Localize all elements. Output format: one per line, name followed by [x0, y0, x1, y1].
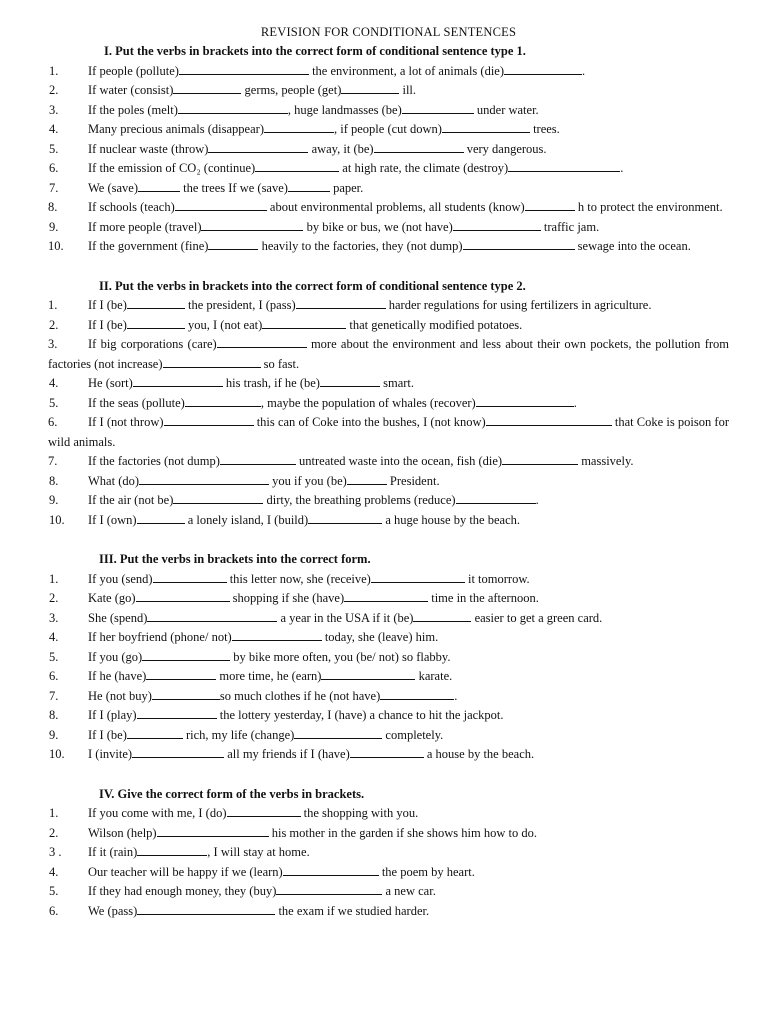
item-number: 6. [49, 669, 59, 683]
item-text: time in the afternoon. [428, 591, 539, 605]
section-heading: IV. Give the correct form of the verbs in brackets. [99, 786, 365, 801]
item-number: 6. [48, 415, 58, 429]
answer-blank[interactable] [220, 453, 296, 465]
answer-blank[interactable] [232, 629, 322, 641]
item-text: rich, my life (change) [182, 727, 295, 742]
answer-blank[interactable] [288, 180, 330, 192]
item-text: , huge landmasses (be) [287, 102, 402, 117]
exercise-item [49, 140, 729, 160]
item-text: If the factories (not dump) [88, 454, 220, 468]
item-text: traffic jam. [540, 219, 600, 234]
exercise-item [49, 589, 729, 609]
item-number: 8. [49, 473, 59, 488]
item-text: you if you (be) [269, 473, 347, 488]
item-number: 10. [49, 747, 65, 761]
item-text: She (spend) [88, 610, 148, 625]
item-text: What (do) [88, 473, 140, 488]
item-text: If I (own) [88, 512, 137, 527]
answer-blank[interactable] [138, 180, 180, 192]
item-text: We (save) [88, 180, 139, 195]
item-text: his mother in the garden if she shows him how to do. [268, 825, 537, 840]
answer-blank[interactable] [137, 707, 217, 719]
item-number: 10. [49, 512, 65, 527]
exercise-item [48, 335, 729, 374]
section-gap [88, 257, 729, 277]
answer-blank[interactable] [294, 727, 382, 739]
answer-blank[interactable] [185, 395, 261, 407]
exercise-item [49, 218, 729, 238]
answer-blank[interactable] [508, 160, 620, 172]
item-text: untreated waste into the ocean, fish (die) [295, 454, 503, 468]
answer-blank[interactable] [262, 317, 346, 329]
item-text: If people (pollute) [88, 63, 179, 78]
item-text: If the emission of CO₂ (continue) [88, 161, 256, 175]
item-number: 7. [49, 688, 59, 703]
item-text: dirty, the breathing problems (reduce) [263, 493, 456, 507]
item-text: that Coke is poison for wild animals. [48, 415, 729, 449]
item-text: the president, I (pass) [184, 298, 296, 312]
answer-blank[interactable] [175, 199, 267, 211]
exercise-item [49, 863, 729, 883]
exercise-item [49, 843, 729, 863]
answer-blank[interactable] [157, 825, 269, 837]
item-text: germs, people (get) [241, 83, 342, 97]
item-text: He (not buy) [88, 688, 152, 703]
exercise-item [48, 237, 729, 257]
item-text: , if people (cut down) [333, 122, 442, 136]
answer-blank[interactable] [283, 864, 379, 876]
item-number: 1. [49, 63, 59, 78]
answer-blank[interactable] [201, 219, 303, 231]
answer-blank[interactable] [137, 512, 185, 524]
exercise-item [49, 882, 729, 902]
item-text: If you (send) [88, 571, 153, 586]
answer-blank[interactable] [321, 668, 415, 680]
item-text: If the poles (melt) [88, 102, 178, 117]
item-text: by bike or bus, we (not have) [303, 219, 453, 234]
item-text: If her boyfriend (phone/ not) [88, 630, 232, 644]
item-text: the shopping with you. [300, 806, 419, 820]
exercise-item [49, 706, 729, 726]
answer-blank[interactable] [137, 903, 275, 915]
section-heading: III. Put the verbs in brackets into the correct form. [99, 552, 371, 566]
item-text: today, she (leave) him. [321, 630, 439, 644]
answer-blank[interactable] [208, 141, 308, 153]
answer-blank[interactable] [402, 102, 474, 114]
answer-blank[interactable] [127, 727, 183, 739]
answer-blank[interactable] [344, 590, 428, 602]
item-number: 3. [49, 610, 59, 625]
exercise-item [49, 374, 729, 394]
item-text: so much clothes if he (not have) [219, 688, 381, 703]
answer-blank[interactable] [173, 82, 241, 94]
answer-blank[interactable] [380, 688, 454, 700]
answer-blank[interactable] [486, 414, 612, 426]
answer-blank[interactable] [133, 375, 223, 387]
answer-blank[interactable] [413, 610, 471, 622]
item-text: If they had enough money, they (buy) [88, 884, 277, 898]
item-number: 6. [49, 161, 59, 175]
item-text: If you (go) [88, 649, 143, 664]
exercise-item [48, 198, 729, 218]
item-number: 2. [49, 317, 59, 332]
item-text: . [573, 395, 577, 410]
answer-blank[interactable] [127, 317, 185, 329]
exercise-item [49, 491, 729, 511]
item-text: If schools (teach) [88, 200, 175, 214]
item-text: more time, he (earn) [216, 669, 322, 683]
exercise-item [49, 902, 729, 922]
item-text: . [582, 63, 586, 78]
exercise-item [49, 159, 729, 179]
item-text: . [535, 493, 539, 507]
answer-blank[interactable] [341, 82, 399, 94]
exercise-item [49, 726, 729, 746]
item-number: 4. [49, 122, 59, 136]
item-number: 9. [49, 727, 59, 742]
item-number: 5. [49, 649, 59, 664]
item-text: If I (not throw) [88, 415, 164, 429]
item-number: 1. [49, 806, 59, 820]
item-number: 7. [49, 180, 59, 195]
exercise-item [48, 413, 729, 452]
item-text: If water (consist) [88, 83, 174, 97]
item-text: the environment, a lot of animals (die) [308, 63, 505, 78]
answer-blank[interactable] [504, 63, 582, 75]
answer-blank[interactable] [308, 512, 382, 524]
item-text: so fast. [260, 356, 300, 371]
item-text: it tomorrow. [464, 571, 530, 586]
answer-blank[interactable] [347, 473, 387, 485]
item-text: the poem by heart. [378, 864, 475, 879]
exercise-item [49, 667, 729, 687]
exercise-item [49, 394, 729, 414]
item-number: 1. [48, 298, 58, 312]
answer-blank[interactable] [178, 102, 288, 114]
item-text: a huge house by the beach. [382, 512, 520, 527]
item-text: If you come with me, I (do) [88, 806, 227, 820]
exercise-item [49, 687, 729, 707]
item-text: If he (have) [88, 669, 147, 683]
item-text: massively. [578, 454, 634, 468]
answer-blank[interactable] [371, 571, 465, 583]
item-text: completely. [382, 727, 444, 742]
item-text: If the seas (pollute) [88, 395, 185, 410]
item-text: that genetically modified potatoes. [346, 317, 523, 332]
item-number: 3. [49, 102, 59, 117]
item-text: If more people (travel) [88, 219, 202, 234]
answer-blank[interactable] [463, 238, 575, 250]
item-number: 8. [48, 200, 58, 214]
item-text: Our teacher will be happy if we (learn) [88, 864, 283, 879]
item-text: his trash, if he (be) [222, 376, 320, 390]
answer-blank[interactable] [276, 883, 382, 895]
section-heading: II. Put the verbs in brackets into the correct form of conditional sentence type 2. [99, 278, 526, 293]
answer-blank[interactable] [502, 453, 578, 465]
item-text: He (sort) [88, 376, 133, 390]
exercise-item [49, 316, 729, 336]
item-number: 6. [49, 903, 59, 918]
answer-blank[interactable] [217, 336, 307, 348]
worksheet-title: REVISION FOR CONDITIONAL SENTENCES [260, 25, 517, 39]
answer-blank[interactable] [147, 610, 277, 622]
item-text: If the government (fine) [88, 239, 209, 253]
item-text: If I (be) [88, 317, 127, 332]
item-text: about environmental problems, all students (know) [266, 200, 525, 214]
item-text: If big corporations (care) [88, 337, 217, 351]
item-text: more about the environment and less about their own pockets, the pollution from factories (not increase) [48, 337, 729, 371]
answer-blank[interactable] [132, 746, 224, 758]
item-number: 5. [49, 141, 59, 156]
item-text: If it (rain) [88, 845, 138, 859]
item-number: 9. [49, 219, 59, 234]
exercise-item [49, 511, 729, 531]
item-text: the lottery yesterday, I (have) a chance to hit the jackpot. [216, 708, 504, 722]
item-number: 3 . [49, 845, 62, 859]
exercise-item [49, 81, 729, 101]
answer-blank[interactable] [525, 199, 575, 211]
exercise-item [49, 179, 729, 199]
item-number: 4. [49, 864, 59, 879]
item-text: sewage into the ocean. [574, 239, 691, 253]
item-text: harder regulations for using fertilizers in agriculture. [385, 298, 652, 312]
item-number: 4. [49, 630, 59, 644]
exercise-item [49, 745, 729, 765]
item-text: President. [386, 473, 440, 488]
exercise-item [49, 472, 729, 492]
item-text: paper. [329, 180, 364, 195]
item-text: this can of Coke into the bushes, I (not know) [253, 415, 486, 429]
answer-blank[interactable] [137, 844, 207, 856]
item-text: . [620, 161, 624, 175]
answer-blank[interactable] [152, 688, 220, 700]
section-gap [88, 765, 729, 785]
item-text: a house by the beach. [423, 747, 535, 761]
answer-blank[interactable] [136, 590, 230, 602]
exercise-item [48, 296, 729, 316]
item-text: We (pass) [88, 903, 138, 918]
item-number: 3. [48, 337, 58, 351]
item-text: If I (play) [88, 708, 137, 722]
answer-blank[interactable] [255, 160, 339, 172]
exercise-item [49, 628, 729, 648]
answer-blank[interactable] [296, 297, 386, 309]
item-number: 5. [49, 395, 59, 410]
item-text: a lonely island, I (build) [184, 512, 309, 527]
item-text: the trees If we (save) [180, 180, 288, 195]
answer-blank[interactable] [320, 375, 380, 387]
item-text: smart. [379, 376, 415, 390]
item-number: 10. [48, 239, 64, 253]
answer-blank[interactable] [456, 492, 536, 504]
exercise-item [49, 648, 729, 668]
answer-blank[interactable] [146, 668, 216, 680]
item-number: 2. [49, 83, 59, 97]
item-text: Kate (go) [88, 591, 136, 605]
item-text: If I (be) [88, 298, 127, 312]
item-number: 4. [49, 376, 59, 390]
item-text: , I will stay at home. [207, 845, 310, 859]
item-number: 2. [49, 825, 59, 840]
answer-blank[interactable] [179, 63, 309, 75]
item-text: karate. [415, 669, 453, 683]
answer-blank[interactable] [374, 141, 464, 153]
answer-blank[interactable] [453, 219, 541, 231]
exercise-item [49, 804, 729, 824]
exercise-item [49, 824, 729, 844]
answer-blank[interactable] [476, 395, 574, 407]
worksheet-sections [48, 42, 729, 921]
answer-blank[interactable] [442, 121, 530, 133]
item-text: a year in the USA if it (be) [277, 610, 414, 625]
item-text: h to protect the environment. [574, 200, 723, 214]
item-text: by bike more often, you (be/ not) so flabby. [230, 649, 451, 664]
item-text: at high rate, the climate (destroy) [339, 161, 509, 175]
item-text: Wilson (help) [88, 825, 157, 840]
answer-blank[interactable] [127, 297, 185, 309]
item-text: ill. [399, 83, 417, 97]
exercise-item [49, 609, 729, 629]
item-text: you, I (not eat) [184, 317, 263, 332]
section-gap [88, 530, 729, 550]
exercise-item [49, 120, 729, 140]
item-text: , maybe the population of whales (recover) [260, 395, 476, 410]
item-text: Many precious animals (disappear) [88, 122, 264, 136]
item-text: If I (be) [88, 727, 127, 742]
answer-blank[interactable] [139, 473, 269, 485]
exercise-item [48, 452, 729, 472]
item-number: 1. [49, 571, 59, 586]
exercise-item [49, 101, 729, 121]
item-text: this letter now, she (receive) [226, 571, 371, 586]
item-number: 9. [49, 493, 59, 507]
item-text: very dangerous. [463, 141, 547, 156]
item-text: If nuclear waste (throw) [88, 141, 209, 156]
item-text: all my friends if I (have) [224, 747, 350, 761]
item-number: 2. [49, 591, 59, 605]
item-text: the exam if we studied harder. [275, 903, 430, 918]
answer-blank[interactable] [173, 492, 263, 504]
item-text: shopping if she (have) [229, 591, 345, 605]
answer-blank[interactable] [142, 649, 230, 661]
item-text: a new car. [382, 884, 436, 898]
answer-blank[interactable] [350, 746, 424, 758]
answer-blank[interactable] [227, 805, 301, 817]
answer-blank[interactable] [164, 414, 254, 426]
item-text: away, it (be) [308, 141, 374, 156]
item-text: . [454, 688, 458, 703]
answer-blank[interactable] [208, 238, 258, 250]
answer-blank[interactable] [163, 356, 261, 368]
answer-blank[interactable] [264, 121, 334, 133]
item-text: heavily to the factories, they (not dump) [258, 239, 463, 253]
item-number: 5. [49, 884, 59, 898]
answer-blank[interactable] [153, 571, 227, 583]
section-heading: I. Put the verbs in brackets into the correct form of conditional sentence type 1. [104, 44, 526, 58]
item-text: under water. [473, 102, 539, 117]
item-text: trees. [529, 122, 560, 136]
item-text: easier to get a green card. [471, 610, 603, 625]
exercise-item [49, 62, 729, 82]
item-text: I (invite) [88, 747, 133, 761]
item-text: If the air (not be) [88, 493, 174, 507]
exercise-item [49, 570, 729, 590]
item-number: 7. [48, 454, 58, 468]
item-number: 8. [49, 708, 59, 722]
